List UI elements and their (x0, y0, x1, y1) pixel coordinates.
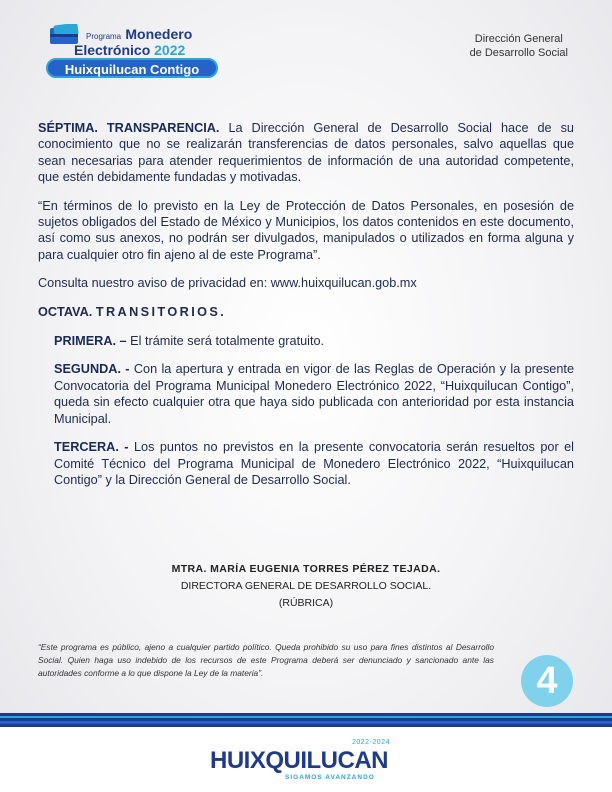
footer-slogan: SIGAMOS AVANZANDO (285, 774, 375, 781)
signer-name: MTRA. MARÍA EUGENIA TORRES PÉREZ TEJADA. (171, 563, 441, 575)
segunda-paragraph (38, 361, 574, 427)
signer-rubrica: (RÚBRICA) (278, 597, 334, 609)
document-body (38, 120, 574, 500)
disclaimer-note: “Este programa es público, ajeno a cualquier partido político. Queda prohibido su uso para fines distintos al Desarrollo Social. Quien haga uso indebido de los recursos de este Programa deberá ser denunciado y sancionado ante las autoridades conforme a lo que dispone la Ley de la materia”. (38, 642, 494, 678)
primera-paragraph (38, 333, 574, 349)
dept-line-2: de Desarrollo Social (469, 47, 568, 59)
footer-stripes (0, 713, 612, 727)
primera-text: El trámite será totalmente gratuito. (126, 334, 325, 349)
logo-year: 2022 (154, 42, 186, 58)
tercera-text: Los puntos no previstos en la presente convocatoria serán resueltos por el Comité Técnico del Programa Municipal de Monedero Electrónico 2022, “Huixquilucan Contigo” y la Dirección General de Desarrollo Social. (54, 440, 574, 487)
dept-line-1: Dirección General (474, 33, 563, 45)
program-logo (46, 24, 226, 80)
quote-paragraph: “En términos de lo previsto en la Ley de Protección de Datos Personales, en posesión de sujetos obligados del Estado de México y Municipios, los datos contenidos en este documento, así como sus anexos, no podrán ser divulgados, manipulados o utilizados en forma alguna y para cualquier otro fin ajeno al de este Programa”. (38, 198, 574, 262)
primera-title: PRIMERA. – (54, 334, 127, 349)
logo-pill: Huixquilucan Contigo (46, 58, 218, 78)
footer-years: 2022-2024 (352, 739, 390, 746)
logo-electronico: Electrónico (74, 42, 151, 58)
footer (0, 727, 612, 792)
tercera-title: TERCERA. - (54, 440, 129, 455)
signature-block (0, 561, 612, 612)
septima-paragraph (38, 120, 574, 186)
octava-label: OCTAVA. (38, 304, 93, 319)
segunda-title: SEGUNDA. - (54, 362, 130, 377)
page-number-badge: 4 (521, 655, 573, 707)
signer-title: DIRECTORA GENERAL DE DESARROLLO SOCIAL. (180, 580, 432, 592)
logo-monedero: Monedero (125, 26, 193, 42)
septima-text: La Dirección General de Desarrollo Social hace de su conocimiento que no se realizarán transferencias de datos personales, salvo aquellas que sean necesarias para atender requerimientos de información de una autoridad competente, que estén debidamente fundadas y motivadas. (38, 121, 574, 185)
logo-programa: Programa (86, 32, 122, 41)
octava-heading (38, 304, 574, 320)
septima-title: SÉPTIMA. TRANSPARENCIA. (38, 121, 220, 135)
octava-title: TRANSITORIOS. (95, 304, 227, 319)
segunda-text: Con la apertura y entrada en vigor de las Reglas de Operación y la presente Convocatoria del Programa Municipal Monedero Electrónico 2022, “Huixquilucan Contigo”, queda sin efecto cualquier otra que haya sido publicada con anterioridad por esta instancia Municipal. (54, 362, 574, 426)
tercera-paragraph (38, 439, 574, 488)
department-heading (470, 32, 568, 60)
privacy-paragraph: Consulta nuestro aviso de privacidad en: www.huixquilucan.gob.mx (38, 276, 417, 291)
footer-brand-name: HUIXQUILUCAN (210, 747, 388, 774)
